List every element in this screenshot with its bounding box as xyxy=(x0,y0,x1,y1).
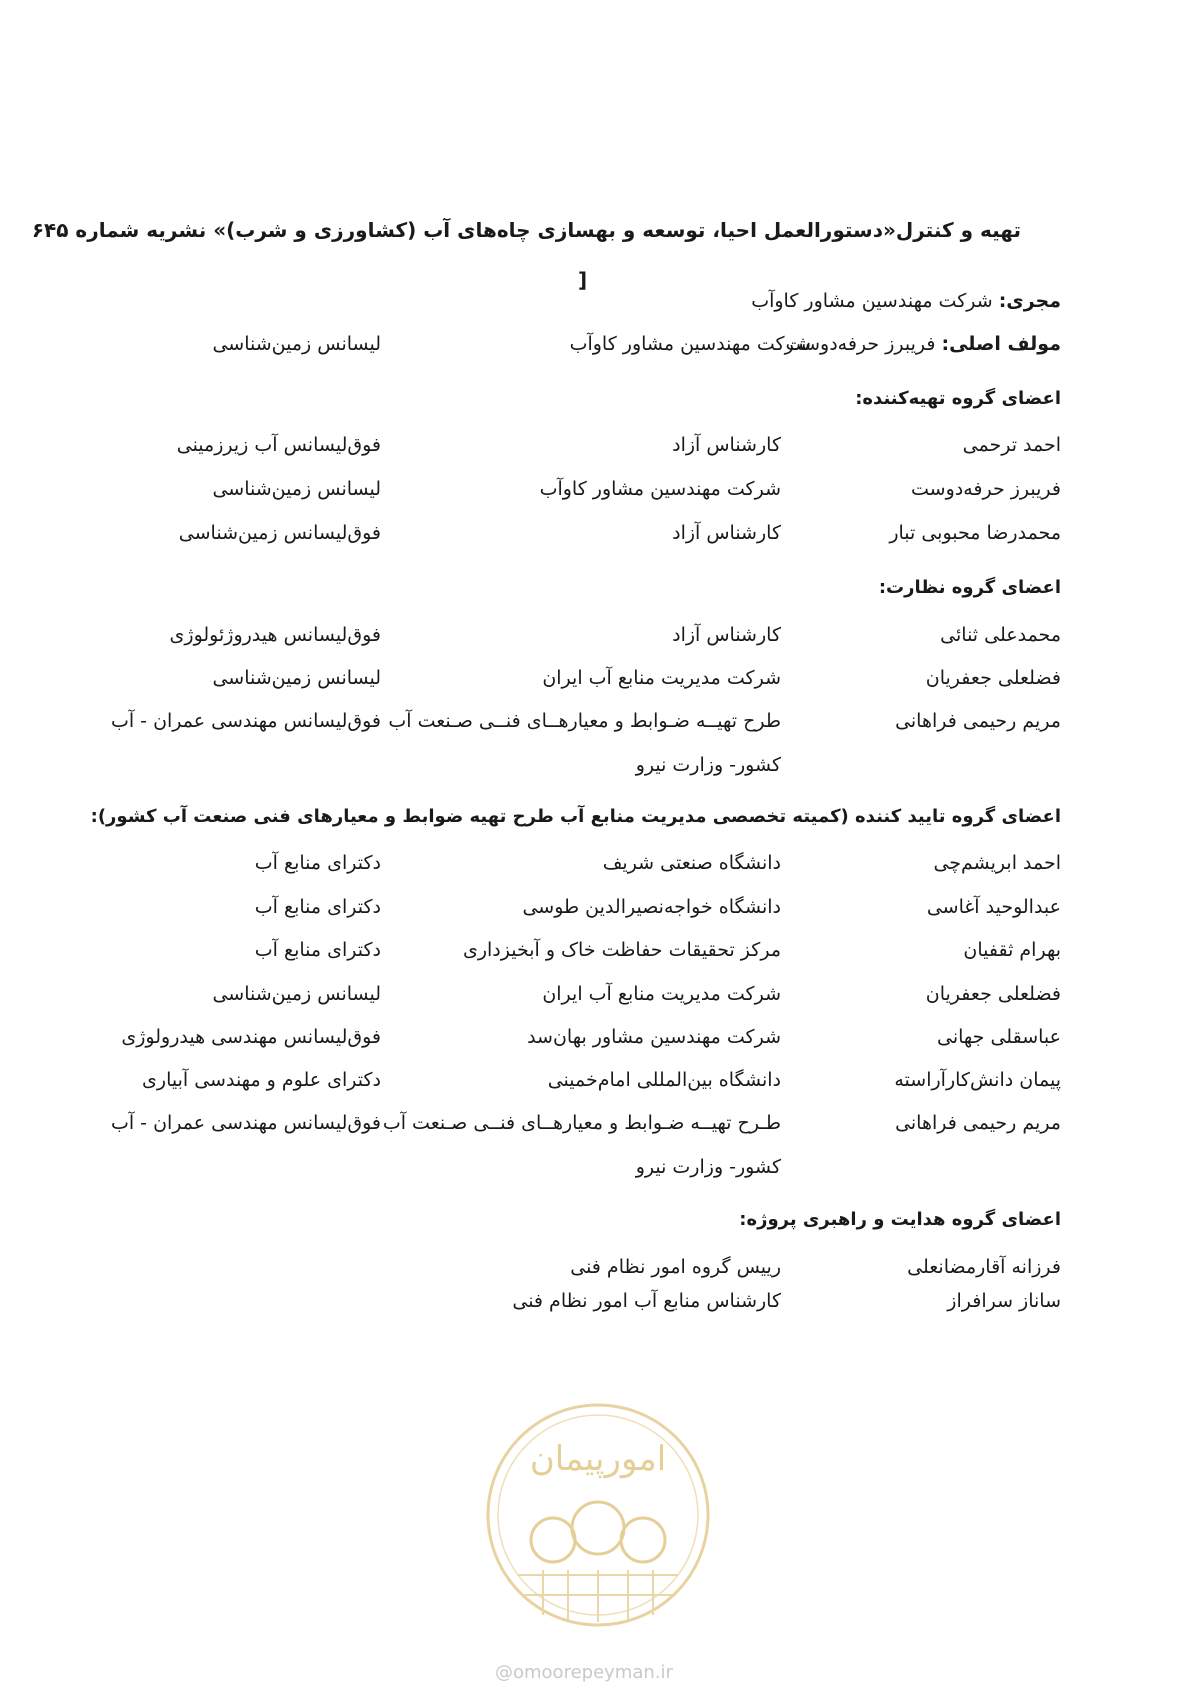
member-org: طرح تهیــه ضـوابط و معیارهــای فنــی صـنعت آب xyxy=(388,710,781,732)
guidance-group-heading: اعضای گروه هدایت و راهبری پروژه: xyxy=(739,1209,1061,1230)
member-org: دانشگاه صنعتی شریف xyxy=(602,852,781,874)
member-name: محمدرضا محبوبی تبار xyxy=(889,522,1061,544)
table-row xyxy=(101,1290,1061,1320)
member-org: شرکت مدیریت منابع آب ایران xyxy=(542,983,781,1005)
member-name: بهرام ثقفیان xyxy=(963,939,1061,961)
approval-group-heading: اعضای گروه تایید کننده (کمیته تخصصی مدیریت منابع آب طرح تهیه ضوابط و معیارهای فنی صنعت آب کشور): xyxy=(90,806,1061,827)
member-degree: فوق‌لیسانس زمین‌شناسی xyxy=(178,522,381,544)
member-name: پیمان دانش‌کارآراسته xyxy=(894,1069,1061,1091)
main-author-row xyxy=(101,333,1061,363)
member-org: دانشگاه بین‌المللی امام‌خمینی xyxy=(547,1069,781,1091)
table-row xyxy=(101,710,1061,740)
member-org: طـرح تهیــه ضـوابط و معیارهــای فنــی صـنعت آب xyxy=(382,1112,781,1134)
table-row xyxy=(101,667,1061,697)
member-org: شرکت مدیریت منابع آب ایران xyxy=(542,667,781,689)
member-degree: دکترای منابع آب xyxy=(254,852,381,874)
document-title: تهیه و کنترل«دستورالعمل احیا، توسعه و بهسازی چاه‌های آب (کشاورزی و شرب)» نشریه شماره ۶۴۵ xyxy=(31,218,1021,242)
member-org: کارشناس آزاد xyxy=(672,522,781,544)
table-row xyxy=(101,852,1061,882)
main-author-label: مولف اصلی: xyxy=(941,333,1061,355)
member-name: ساناز سرافراز xyxy=(947,1290,1061,1312)
member-org: مرکز تحقیقات حفاظت خاک و آبخیزداری xyxy=(462,939,781,961)
member-org: رییس گروه امور نظام فنی xyxy=(570,1256,781,1278)
member-name: مریم رحیمی فراهانی xyxy=(895,1112,1061,1134)
member-name: فضلعلی جعفریان xyxy=(925,983,1061,1005)
table-row xyxy=(101,896,1061,926)
member-degree: فوق‌لیسانس هیدروژئولوژی xyxy=(169,624,381,646)
prep-group-heading: اعضای گروه تهیه‌کننده: xyxy=(855,388,1061,409)
main-author-org: شرکت مهندسین مشاور کاوآب xyxy=(569,333,811,355)
member-degree: فوق‌لیسانس آب زیرزمینی xyxy=(176,434,381,456)
watermark-logo-text: امورپیمان xyxy=(529,1439,667,1479)
member-name: فرزانه آقارمضانعلی xyxy=(907,1256,1061,1278)
member-degree: فوق‌لیسانس مهندسی عمران - آب xyxy=(110,710,381,732)
member-org: شرکت مهندسین مشاور بهان‌سد xyxy=(527,1026,781,1048)
member-name: احمد ابریشم‌چی xyxy=(933,852,1061,874)
table-row xyxy=(101,434,1061,464)
table-row xyxy=(101,1112,1061,1142)
member-org: کارشناس آزاد xyxy=(672,434,781,456)
member-degree: لیسانس زمین‌شناسی xyxy=(212,667,381,689)
member-degree: لیسانس زمین‌شناسی xyxy=(212,478,381,500)
member-org: کارشناس منابع آب امور نظام فنی xyxy=(512,1290,781,1312)
table-row xyxy=(101,522,1061,552)
table-row xyxy=(101,1069,1061,1099)
member-org-continuation: کشور- وزارت نیرو xyxy=(635,754,781,776)
member-degree: فوق‌لیسانس مهندسی عمران - آب xyxy=(110,1112,381,1134)
member-org: کارشناس آزاد xyxy=(672,624,781,646)
bracket-mark: [ xyxy=(578,268,588,292)
member-degree: دکترای منابع آب xyxy=(254,896,381,918)
main-author-name-text: فریبرز حرفه‌دوست xyxy=(785,333,936,355)
member-degree: دکترای منابع آب xyxy=(254,939,381,961)
main-author-degree: لیسانس زمین‌شناسی xyxy=(212,333,381,355)
table-row xyxy=(101,1026,1061,1056)
member-name: فریبرز حرفه‌دوست xyxy=(911,478,1061,500)
member-org: دانشگاه خواجه‌نصیرالدین طوسی xyxy=(522,896,781,918)
member-name: مریم رحیمی فراهانی xyxy=(895,710,1061,732)
member-degree: لیسانس زمین‌شناسی xyxy=(212,983,381,1005)
member-degree: دکترای علوم و مهندسی آبیاری xyxy=(142,1069,381,1091)
member-name: محمدعلی ثنائی xyxy=(940,624,1061,646)
executor-line xyxy=(751,290,1061,312)
member-name: عبدالوحید آغاسی xyxy=(926,896,1061,918)
table-row xyxy=(101,1256,1061,1286)
supervision-group-heading: اعضای گروه نظارت: xyxy=(878,577,1061,598)
main-author-name xyxy=(785,333,1061,355)
member-org: شرکت مهندسین مشاور کاوآب xyxy=(539,478,781,500)
executor-label: مجری: xyxy=(998,290,1061,312)
executor-value: شرکت مهندسین مشاور کاوآب xyxy=(751,290,993,312)
watermark-logo-icon xyxy=(483,1400,713,1630)
table-row xyxy=(101,983,1061,1013)
watermark-url-text: omoorepeyman.ir xyxy=(513,1662,673,1683)
table-row xyxy=(101,939,1061,969)
member-org-continuation: کشور- وزارت نیرو xyxy=(635,1156,781,1178)
member-degree: فوق‌لیسانس مهندسی هیدرولوژی xyxy=(121,1026,381,1048)
member-name: عباسقلی جهانی xyxy=(937,1026,1061,1048)
member-name: فضلعلی جعفریان xyxy=(925,667,1061,689)
member-name: احمد ترحمی xyxy=(962,434,1061,456)
table-row xyxy=(101,624,1061,654)
table-row xyxy=(101,478,1061,508)
watermark-url: @omoorepeyman.ir xyxy=(495,1662,673,1683)
